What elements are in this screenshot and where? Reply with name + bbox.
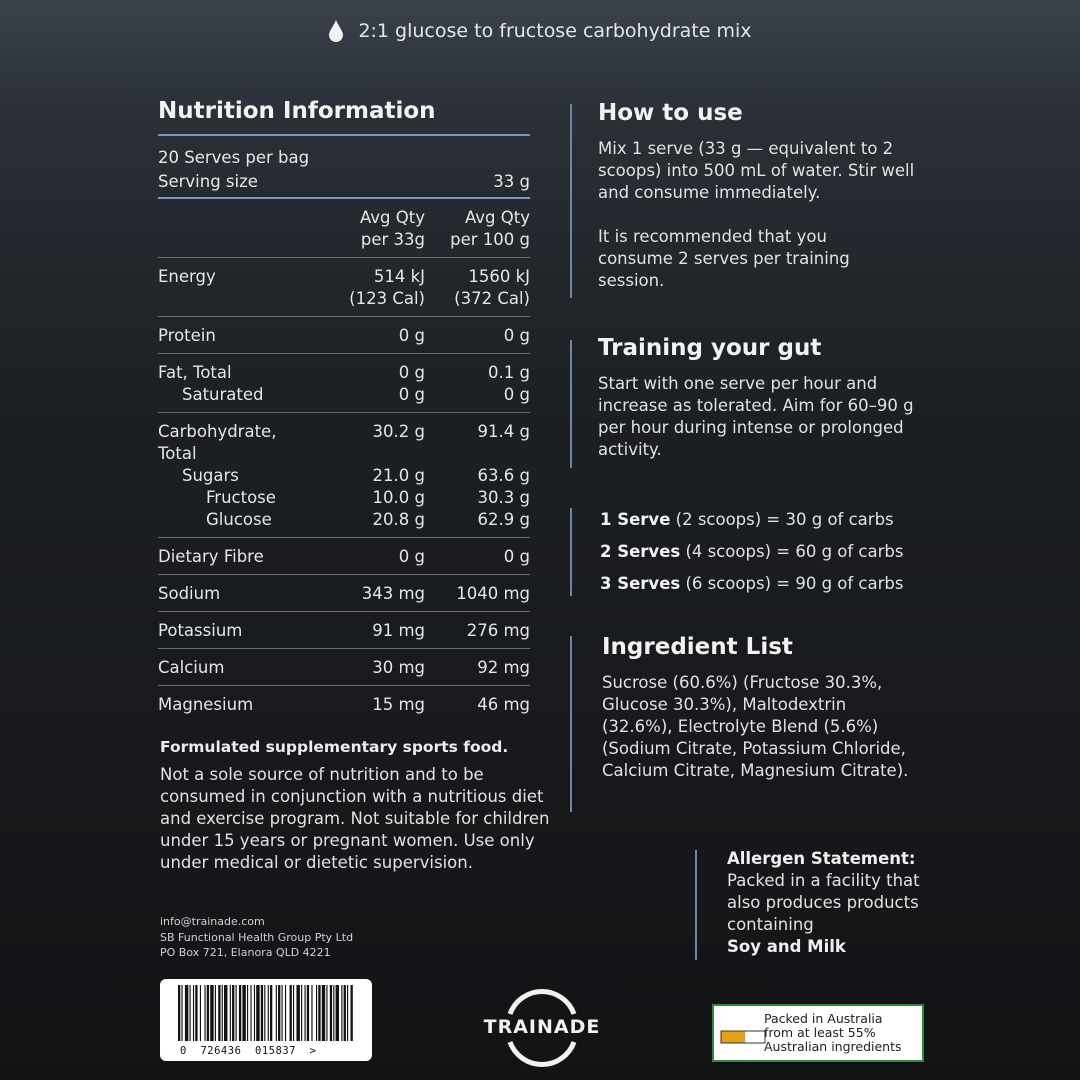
barcode-bar xyxy=(200,985,201,1041)
serves-list xyxy=(600,509,940,595)
barcode-bar xyxy=(239,985,241,1041)
calcium-group xyxy=(158,649,530,686)
column-header-row xyxy=(158,199,530,258)
barcode-bar xyxy=(236,985,237,1041)
contact-info xyxy=(160,914,353,961)
how-to-use-section xyxy=(598,102,938,292)
training-gut-title: Training your gut xyxy=(598,335,822,361)
barcode-bar xyxy=(178,985,180,1041)
row-value-100g: 91.4 g xyxy=(477,422,530,441)
serve-count: 2 Serves xyxy=(600,542,681,561)
table-row xyxy=(158,384,530,406)
row-label: Carbohydrate, Total xyxy=(158,422,277,463)
barcode-bars xyxy=(178,985,354,1041)
barcode-bar xyxy=(181,985,182,1041)
row-value-100g: 276 mg xyxy=(466,621,530,640)
top-banner xyxy=(0,14,1080,48)
row-value-100g: 62.9 g xyxy=(477,510,530,529)
allergen-statement xyxy=(727,848,927,958)
serve-count: 3 Serves xyxy=(600,574,681,593)
ingredient-title: Ingredient List xyxy=(602,634,793,660)
barcode-bar xyxy=(290,985,292,1041)
row-value-100g: 92 mg xyxy=(477,658,530,677)
barcode-bar xyxy=(250,985,251,1041)
barcode-bar xyxy=(293,985,294,1041)
potassium-group xyxy=(158,612,530,649)
row-value-100g: 1040 mg xyxy=(456,584,530,603)
ingredient-percentage-bar-icon xyxy=(720,1026,766,1046)
row-value-serve: 343 mg xyxy=(361,584,425,603)
serving-size-label: Serving size xyxy=(158,172,258,191)
sodium-group xyxy=(158,575,530,612)
contact-company: SB Functional Health Group Pty Ltd xyxy=(160,930,354,944)
barcode-bar xyxy=(195,985,197,1041)
row-label: Dietary Fibre xyxy=(158,547,264,566)
barcode-bar xyxy=(270,985,272,1041)
divider-ingredients xyxy=(570,636,572,812)
col-header-per-serve: Avg Qty per 33g xyxy=(359,208,425,249)
training-gut-section xyxy=(598,337,928,461)
barcode-bar xyxy=(336,985,339,1041)
row-label: Magnesium xyxy=(158,695,254,714)
row-label: Potassium xyxy=(158,621,243,640)
serve-detail: (6 scoops) = 90 g of carbs xyxy=(680,574,904,593)
barcode-bar xyxy=(193,985,194,1041)
list-item xyxy=(600,541,940,563)
divider-serves xyxy=(570,508,572,596)
nutrition-panel xyxy=(158,98,530,722)
contact-email: info@trainade.com xyxy=(160,915,265,928)
barcode-bar xyxy=(247,985,248,1041)
barcode-bar xyxy=(242,985,245,1041)
serve-detail: (2 scoops) = 30 g of carbs xyxy=(670,510,894,529)
row-value-serve: 21.0 g xyxy=(372,466,425,485)
magnesium-group xyxy=(158,686,530,722)
row-value-100g: 1560 kJ (372 Cal) xyxy=(454,267,530,308)
banner-text: 2:1 glucose to fructose carbohydrate mix xyxy=(358,20,752,42)
barcode-bar xyxy=(344,985,346,1041)
barcode-bar xyxy=(185,985,188,1041)
table-row xyxy=(158,325,530,347)
row-value-serve: 30.2 g xyxy=(372,422,425,441)
list-item xyxy=(600,509,940,531)
row-value-serve: 91 mg xyxy=(372,621,425,640)
row-label: Calcium xyxy=(158,658,225,677)
how-to-use-title: How to use xyxy=(598,100,743,126)
barcode-bar xyxy=(218,985,220,1041)
protein-group xyxy=(158,317,530,354)
table-row xyxy=(158,362,530,384)
serve-count: 1 Serve xyxy=(600,510,671,529)
barcode-bar xyxy=(305,985,306,1041)
aus-line-2: from at least 55% xyxy=(764,1025,876,1040)
barcode-bar xyxy=(322,985,325,1041)
barcode-bar xyxy=(296,985,299,1041)
row-value-100g: 0.1 g xyxy=(488,363,530,382)
barcode-bar xyxy=(190,985,191,1041)
barcode-bar xyxy=(210,985,213,1041)
serve-detail: (4 scoops) = 60 g of carbs xyxy=(680,542,904,561)
australian-ingredients-label xyxy=(712,1004,924,1062)
table-row xyxy=(158,546,530,568)
formulated-statement xyxy=(160,738,560,874)
serves-per-bag: 20 Serves per bag xyxy=(158,148,310,167)
ingredient-body: Sucrose (60.6%) (Fructose 30.3%, Glucose 30.3%), Maltodextrin (32.6%), Electrolyte Blend (5.6%) (Sodium Citrate, Potassium Chloride, Calcium Citrate, Magnesium Citrate). xyxy=(602,673,909,780)
barcode-bar xyxy=(326,985,327,1041)
barcode-bar xyxy=(316,985,317,1041)
barcode-bar xyxy=(311,985,312,1041)
barcode-bar xyxy=(351,985,353,1041)
table-row xyxy=(158,487,530,509)
barcode-bar xyxy=(215,985,216,1041)
barcode-digits: 0 726436 015837 > xyxy=(180,1045,317,1057)
divider-how-to-use xyxy=(570,104,572,298)
barcode-bar xyxy=(230,985,231,1041)
barcode-bar xyxy=(282,985,283,1041)
barcode-bar xyxy=(301,985,302,1041)
table-row xyxy=(158,694,530,716)
row-value-serve: 30 mg xyxy=(372,658,425,677)
table-row xyxy=(158,266,530,310)
row-value-serve: 514 kJ (123 Cal) xyxy=(349,267,425,308)
barcode-bar xyxy=(341,985,342,1041)
brand-wordmark: TRAINADE xyxy=(483,1016,601,1038)
row-label: Saturated xyxy=(182,385,264,404)
ingredient-section xyxy=(602,636,912,782)
row-value-serve: 20.8 g xyxy=(372,510,425,529)
barcode-bar xyxy=(256,985,259,1041)
serves-block xyxy=(158,136,530,199)
table-row xyxy=(158,583,530,605)
barcode-bar xyxy=(232,985,234,1041)
barcode-bar xyxy=(276,985,277,1041)
row-label: Sugars xyxy=(182,466,239,485)
row-value-serve: 0 g xyxy=(398,363,425,382)
barcode-bar xyxy=(330,985,332,1041)
row-value-serve: 0 g xyxy=(398,385,425,404)
table-row xyxy=(158,620,530,642)
nutrition-title: Nutrition Information xyxy=(158,98,530,136)
row-value-100g: 46 mg xyxy=(477,695,530,714)
barcode-bar xyxy=(285,985,286,1041)
row-value-100g: 0 g xyxy=(503,385,530,404)
list-item xyxy=(600,573,940,595)
table-row xyxy=(158,509,530,531)
divider-allergen xyxy=(695,850,697,960)
barcode-bar xyxy=(278,985,280,1041)
barcode-bar xyxy=(333,985,334,1041)
contact-address: PO Box 721, Elanora QLD 4221 xyxy=(160,946,331,959)
aus-line-3: Australian ingredients xyxy=(764,1039,902,1054)
barcode-bar xyxy=(347,985,348,1041)
row-label: Sodium xyxy=(158,584,221,603)
barcode-bar xyxy=(261,985,263,1041)
row-label: Energy xyxy=(158,267,216,286)
row-label: Glucose xyxy=(206,510,272,529)
how-to-use-paragraph-2: It is recommended that you consume 2 serves per training session. xyxy=(598,227,850,290)
row-value-serve: 10.0 g xyxy=(372,488,425,507)
divider-training-gut xyxy=(570,340,572,468)
allergen-highlight: Soy and Milk xyxy=(727,937,846,956)
allergen-heading: Allergen Statement: xyxy=(727,849,916,868)
barcode-bar xyxy=(318,985,320,1041)
how-to-use-paragraph-1: Mix 1 serve (33 g — equivalent to 2 scoops) into 500 mL of water. Stir well and consume immediately. xyxy=(598,139,915,202)
barcode-bar xyxy=(307,985,309,1041)
formulated-heading: Formulated supplementary sports food. xyxy=(160,738,509,756)
row-value-100g: 0 g xyxy=(503,326,530,345)
energy-group xyxy=(158,258,530,317)
row-value-100g: 0 g xyxy=(503,547,530,566)
row-label: Protein xyxy=(158,326,216,345)
barcode-bar xyxy=(222,985,223,1041)
row-value-100g: 63.6 g xyxy=(477,466,530,485)
allergen-body: Packed in a facility that also produces products containing xyxy=(727,871,920,934)
row-value-serve: 0 g xyxy=(398,547,425,566)
training-gut-paragraph: Start with one serve per hour and increase as tolerated. Aim for 60–90 g per hour during intense or prolonged activity. xyxy=(598,374,914,459)
row-label: Fat, Total xyxy=(158,363,232,382)
fibre-group xyxy=(158,538,530,575)
carbohydrate-group xyxy=(158,413,530,538)
barcode xyxy=(160,979,372,1061)
row-value-serve: 0 g xyxy=(398,326,425,345)
barcode-bar xyxy=(264,985,265,1041)
row-label: Fructose xyxy=(206,488,276,507)
barcode-bar xyxy=(268,985,269,1041)
serving-size-row xyxy=(158,170,530,194)
col-header-per-100g: Avg Qty per 100 g xyxy=(450,208,530,249)
australian-label-text xyxy=(764,1012,902,1054)
aus-line-1: Packed in Australia xyxy=(764,1011,883,1026)
water-drop-icon xyxy=(328,19,344,43)
brand-logo xyxy=(466,988,618,1068)
serving-size-value: 33 g xyxy=(493,172,530,191)
barcode-bar xyxy=(224,985,227,1041)
row-value-100g: 30.3 g xyxy=(477,488,530,507)
table-row xyxy=(158,465,530,487)
barcode-bar xyxy=(254,985,255,1041)
formulated-body: Not a sole source of nutrition and to be consumed in conjunction with a nutritious diet and exercise program. Not suitable for children under 15 years or pregnant women. Use only under medical or dietetic supervision. xyxy=(160,765,550,872)
fat-group xyxy=(158,354,530,413)
barcode-bar xyxy=(207,985,209,1041)
table-row xyxy=(158,421,530,465)
row-value-serve: 15 mg xyxy=(372,695,425,714)
barcode-bar xyxy=(204,985,205,1041)
table-row xyxy=(158,657,530,679)
